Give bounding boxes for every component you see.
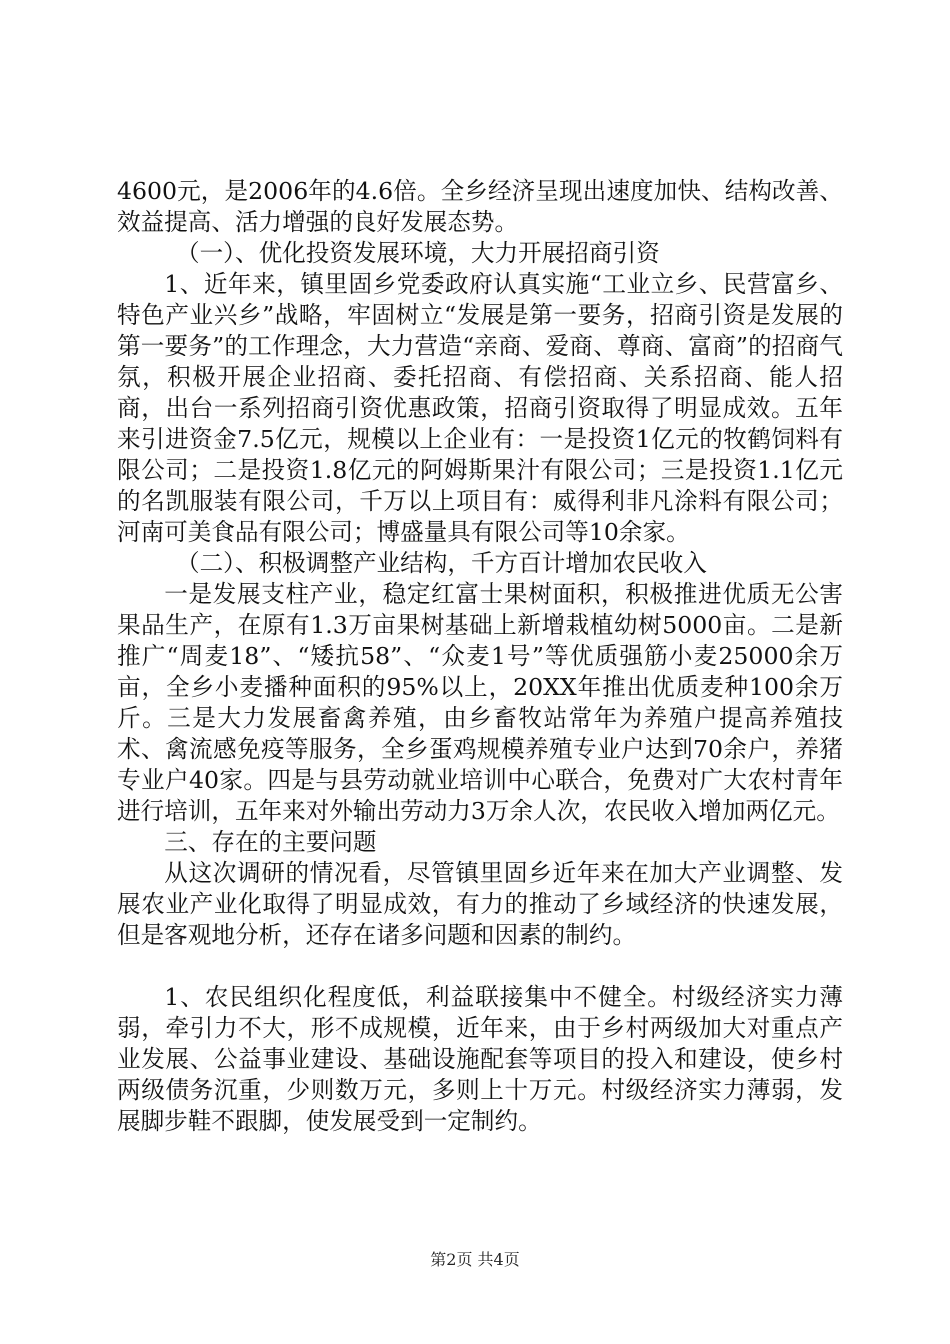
paragraph-summary: 4600元，是2006年的4.6倍。全乡经济呈现出速度加快、结构改善、效益提高、活力增强的良好发展态势。 [117,177,843,236]
paragraph-problem-1: 1、农民组织化程度低，利益联接集中不健全。村级经济实力薄弱，牵引力不大，形不成规模，近年来，由于乡村两级加大对重点产业发展、公益事业建设、基础设施配套等项目的投入和建设，使乡村两级债务沉重，少则数万元，多则上十万元。村级经济实力薄弱，发展脚步鞋不跟脚，使发展受到一定制约。 [117,983,843,1135]
page-footer [0,1250,950,1270]
paragraph-investment: 1、近年来，镇里固乡党委政府认真实施“工业立乡、民营富乡、特色产业兴乡”战略，牢固树立“发展是第一要务，招商引资是发展的第一要务”的工作理念，大力营造“亲商、爱商、尊商、富商”的招商气氛，积极开展企业招商、委托招商、有偿招商、关系招商、能人招商，出台一系列招商引资优惠政策，招商引资取得了明显成效。五年来引进资金7.5亿元，规模以上企业有：一是投资1亿元的牧鹤饲料有限公司；二是投资1.8亿元的阿姆斯果汁有限公司；三是投资1.1亿元的名凯服装有限公司，千万以上项目有：威得利非凡涂料有限公司；河南可美食品有限公司；博盛量具有限公司等10余家。 [117,270,843,546]
section-heading-problems: 三、存在的主要问题 [164,828,377,856]
page-number-label: 第2页 共4页 [430,1250,520,1269]
section-heading-industry: （二）、积极调整产业结构，千方百计增加农民收入 [176,549,707,577]
document-body [117,176,843,1137]
paragraph-problems-intro: 从这次调研的情况看，尽管镇里固乡近年来在加大产业调整、发展农业产业化取得了明显成效，有力的推动了乡域经济的快速发展，但是客观地分析，还存在诸多问题和因素的制约。 [117,859,843,949]
paragraph-industry: 一是发展支柱产业，稳定红富士果树面积，积极推进优质无公害果品生产，在原有1.3万亩果树基础上新增栽植幼树5000亩。二是新推广“周麦18”、“矮抗58”、“众麦1号”等优质强筋小麦25000余万亩，全乡小麦播种面积的95%以上，20XX年推出优质麦种100余万斤。三是大力发展畜禽养殖，由乡畜牧站常年为养殖户提高养殖技术、禽流感免疫等服务，全乡蛋鸡规模养殖专业户达到70余户，养猪专业户40家。四是与县劳动就业培训中心联合，免费对广大农村青年进行培训，五年来对外输出劳动力3万余人次，农民收入增加两亿元。 [117,580,843,825]
section-heading-investment: （一）、优化投资发展环境，大力开展招商引资 [176,239,660,267]
